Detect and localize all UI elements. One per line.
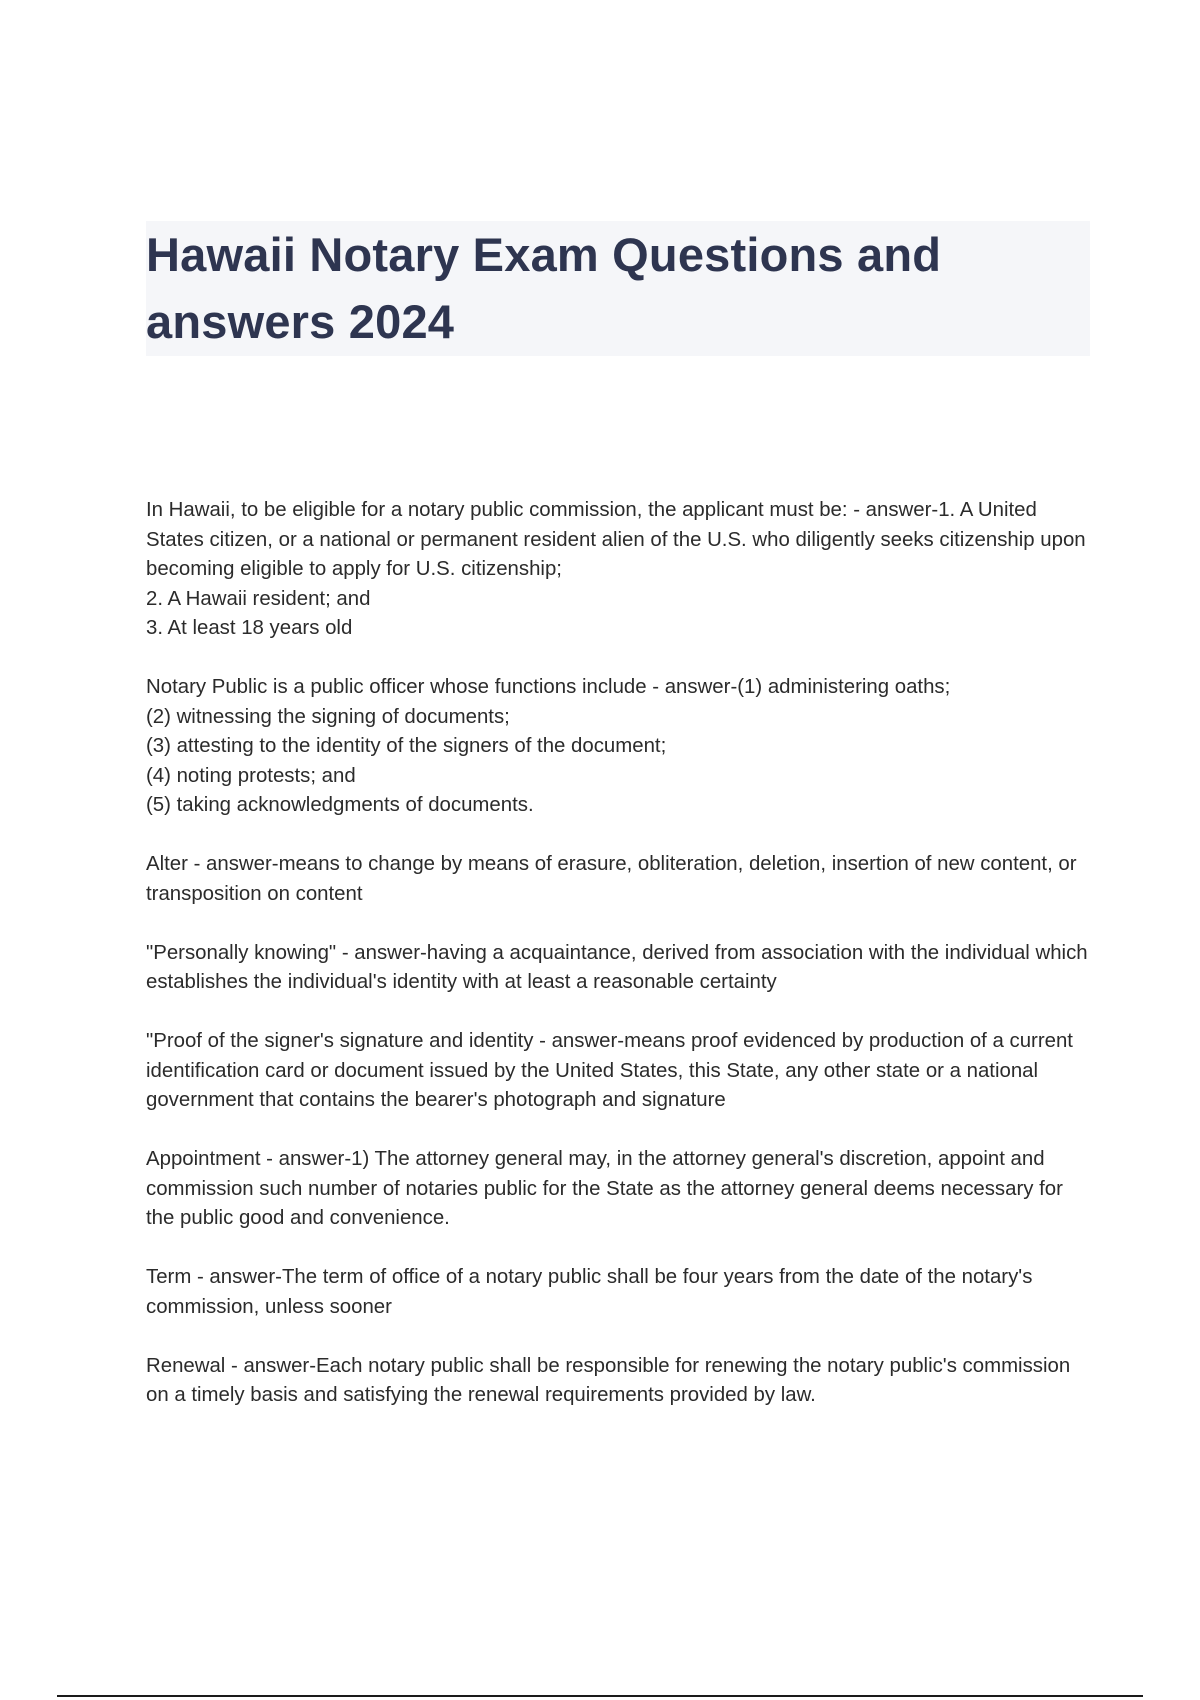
qa-entry-notary-functions: Notary Public is a public officer whose functions include - answer-(1) administering oaths; (2) witnessing the signing of documents; (3) attesting to the identity of the signers of the document; (4) noting protests; and (5) taking acknowledgments of documents. — [146, 676, 951, 816]
qa-entry-term: Term - answer-The term of office of a notary public shall be four years from the date of the notary's commission, unless sooner — [146, 1266, 1033, 1318]
qa-list — [146, 496, 1096, 1440]
page-title: Hawaii Notary Exam Questions and answers 2024 — [146, 228, 942, 348]
qa-entry-renewal: Renewal - answer-Each notary public shall be responsible for renewing the notary public's commission on a timely basis and satisfying the renewal requirements provided by law. — [146, 1354, 1071, 1406]
qa-entry-appointment: Appointment - answer-1) The attorney general may, in the attorney general's discretion, appoint and commission such number of notaries public for the State as the attorney general deems necessary for the public good and convenience. — [146, 1148, 1063, 1229]
title-banner — [146, 221, 1090, 356]
qa-entry-eligibility: In Hawaii, to be eligible for a notary public commission, the applicant must be: - answer-1. A United States citizen, or a national or permanent resident alien of the U.S. who diligently seeks citizenship upon becoming eligible to apply for U.S. citizenship; 2. A Hawaii resident; and 3. At least 18 years old — [146, 499, 1086, 639]
qa-entry-personally-knowing: "Personally knowing" - answer-having a acquaintance, derived from association with the individual which establishes the individual's identity with at least a reasonable certainty — [146, 941, 1088, 993]
qa-entry-proof-of-signature: "Proof of the signer's signature and identity - answer-means proof evidenced by production of a current identification card or document issued by the United States, this State, any other state or a national government that contains the bearer's photograph and signature — [146, 1030, 1073, 1111]
qa-entry-alter: Alter - answer-means to change by means of erasure, obliteration, deletion, insertion of new content, or transposition on content — [146, 853, 1077, 905]
footer-divider — [57, 1695, 1143, 1697]
